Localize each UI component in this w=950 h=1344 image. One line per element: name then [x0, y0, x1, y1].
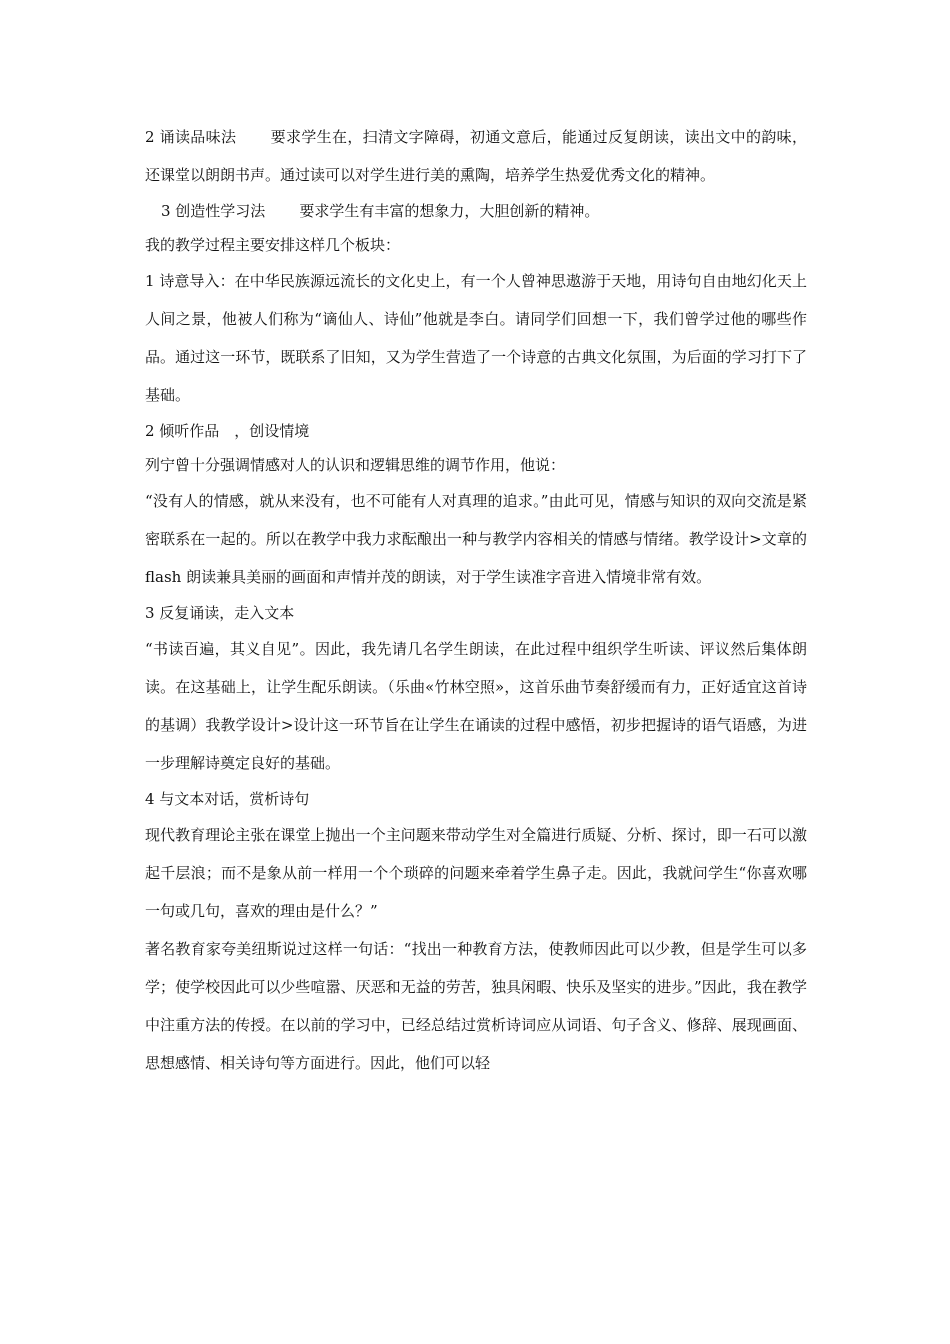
method-body-recitation: 要求学生在，扫清文字障碍，初通文意后，能通过反复朗读，读出文中的韵味，还课堂以朗朗书声。通过读可以对学生进行美的熏陶，培养学生热爱优秀文化的精神。	[145, 128, 808, 184]
document-page	[145, 118, 807, 1082]
paragraph-emotion-knowledge: “没有人的情感，就从来没有，也不可能有人对真理的追求。”由此可见，情感与知识的双向交流是紧密联系在一起的。所以在教学中我力求酝酿出一种与教学内容相关的情感与情绪。教学设计>文章的 flash 朗读兼具美丽的画面和声情并茂的朗读，对于学生读准字音进入情境非常有效。	[145, 492, 807, 586]
paragraph-comenius-quote: 著名教育家夸美纽斯说过这样一句话：“找出一种教育方法，使教师因此可以少教，但是学生可以多学；使学校因此可以少些喧嚣、厌恶和无益的劳苦，独具闲暇、快乐及坚实的进步。”因此，我在教学中注重方法的传授。在以前的学习中，已经总结过赏析诗词应从词语、句子含义、修辞、展现画面、思想感情、相关诗句等方面进行。因此，他们可以轻	[145, 940, 807, 1072]
heading-listen-works: 2 倾听作品 ，创设情境	[145, 422, 310, 440]
paragraph-poetic-introduction: 1 诗意导入：在中华民族源远流长的文化史上，有一个人曾神思遨游于天地，用诗句自由地幻化天上人间之景，他被人们称为“谪仙人、诗仙”他就是李白。请同学们回想一下，我们曾学过他的哪些作品。通过这一环节，既联系了旧知，又为学生营造了一个诗意的古典文化氛围，为后面的学习打下了基础。	[145, 272, 807, 404]
paragraph-recitation-method	[145, 118, 807, 194]
paragraph-reading-hundred-times: “书读百遍，其义自见”。因此，我先请几名学生朗读，在此过程中组织学生听读、评议然后集体朗读。在这基础上，让学生配乐朗读。（乐曲«竹林空照»，这首乐曲节奏舒缓而有力，正好适宜这首诗的基调）我教学设计>设计这一环节旨在让学生在诵读的过程中感悟，初步把握诗的语气语感，为进一步理解诗奠定良好的基础。	[145, 640, 807, 772]
heading-text-dialogue: 4 与文本对话，赏析诗句	[145, 790, 310, 808]
method-body-creative: 要求学生有丰富的想象力，大胆创新的精神。	[299, 202, 600, 220]
method-title-recitation: 2 诵读品味法	[145, 128, 237, 146]
paragraph-main-question: 现代教育理论主张在课堂上抛出一个主问题来带动学生对全篇进行质疑、分析、探讨，即一石可以激起千层浪；而不是象从前一样用一个个琐碎的问题来牵着学生鼻子走。因此，我就问学生“你喜欢哪一句或几句，喜欢的理由是什么？”	[145, 826, 807, 920]
method-title-creative: 3 创造性学习法	[161, 202, 266, 220]
paragraph-process-intro: 我的教学过程主要安排这样几个板块：	[145, 236, 401, 254]
paragraph-lenin-quote-intro: 列宁曾十分强调情感对人的认识和逻辑思维的调节作用，他说：	[145, 456, 566, 474]
heading-repeated-reading: 3 反复诵读，走入文本	[145, 604, 295, 622]
paragraph-creative-method	[145, 194, 807, 228]
